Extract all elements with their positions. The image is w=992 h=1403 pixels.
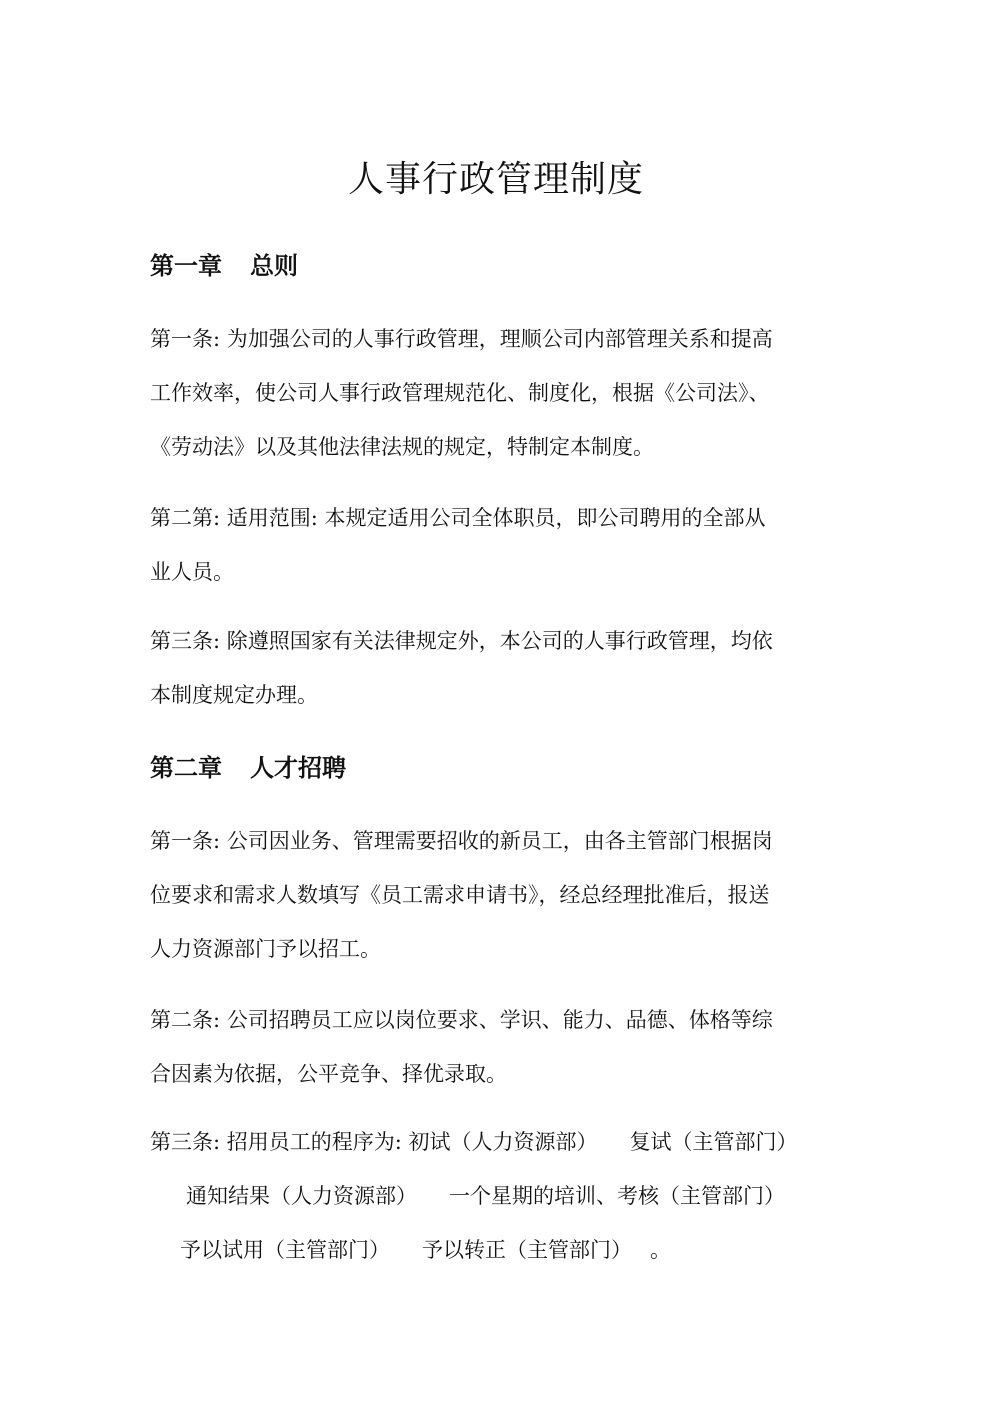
text-line [150, 1169, 870, 1223]
text-line: 业人员。 [150, 560, 234, 584]
chapter1-article-1 [150, 312, 850, 474]
chapter2-article-1 [150, 814, 850, 976]
step-text: 一个星期的培训、考核（主管部门） [449, 1184, 785, 1208]
text-line: 第一条: 公司因业务、管理需要招收的新员工，由各主管部门根据岗 [150, 829, 773, 853]
chapter-name: 总则 [250, 252, 298, 280]
chapter2-article-3 [150, 1115, 870, 1277]
text-line: 第三条: 除遵照国家有关法律规定外，本公司的人事行政管理，均依 [150, 629, 773, 653]
text-line: 合因素为依据，公平竞争、择优录取。 [150, 1062, 507, 1086]
end-punctuation: 。 [650, 1238, 671, 1262]
text-line: 本制度规定办理。 [150, 683, 318, 707]
step-text: 通知结果（人力资源部） [186, 1184, 417, 1208]
text-line [150, 1115, 870, 1169]
step-text: 予以转正（主管部门） [422, 1238, 632, 1262]
chapter1-article-3 [150, 614, 850, 722]
text-line: 第二第: 适用范围: 本规定适用公司全体职员，即公司聘用的全部从 [150, 506, 766, 530]
text-line: 第一条: 为加强公司的人事行政管理，理顺公司内部管理关系和提高 [150, 327, 773, 351]
text-line: 《劳动法》以及其他法律法规的规定，特制定本制度。 [150, 435, 654, 459]
chapter1-article-2 [150, 491, 850, 599]
chapter-name: 人才招聘 [250, 754, 346, 782]
text-line: 人力资源部门予以招工。 [150, 937, 381, 961]
text-line: 位要求和需求人数填写《员工需求申请书》，经总经理批准后，报送 [150, 883, 770, 907]
step-text: 予以试用（主管部门） [180, 1238, 390, 1262]
chapter-heading-2 [150, 750, 346, 786]
text-line [150, 1223, 870, 1277]
chapter2-article-2 [150, 993, 850, 1101]
document-title: 人事行政管理制度 [347, 159, 644, 200]
text-line: 工作效率，使公司人事行政管理规范化、制度化，根据《公司法》、 [150, 381, 770, 405]
step-text: 复试（主管部门） [629, 1130, 798, 1154]
chapter-label: 第一章 [150, 252, 222, 280]
text-line: 第二条: 公司招聘员工应以岗位要求、学识、能力、品德、体格等综 [150, 1008, 773, 1032]
chapter-label: 第二章 [150, 754, 222, 782]
chapter-heading-1 [150, 248, 298, 284]
step-text: 第三条: 招用员工的程序为: 初试（人力资源部） [150, 1130, 598, 1154]
